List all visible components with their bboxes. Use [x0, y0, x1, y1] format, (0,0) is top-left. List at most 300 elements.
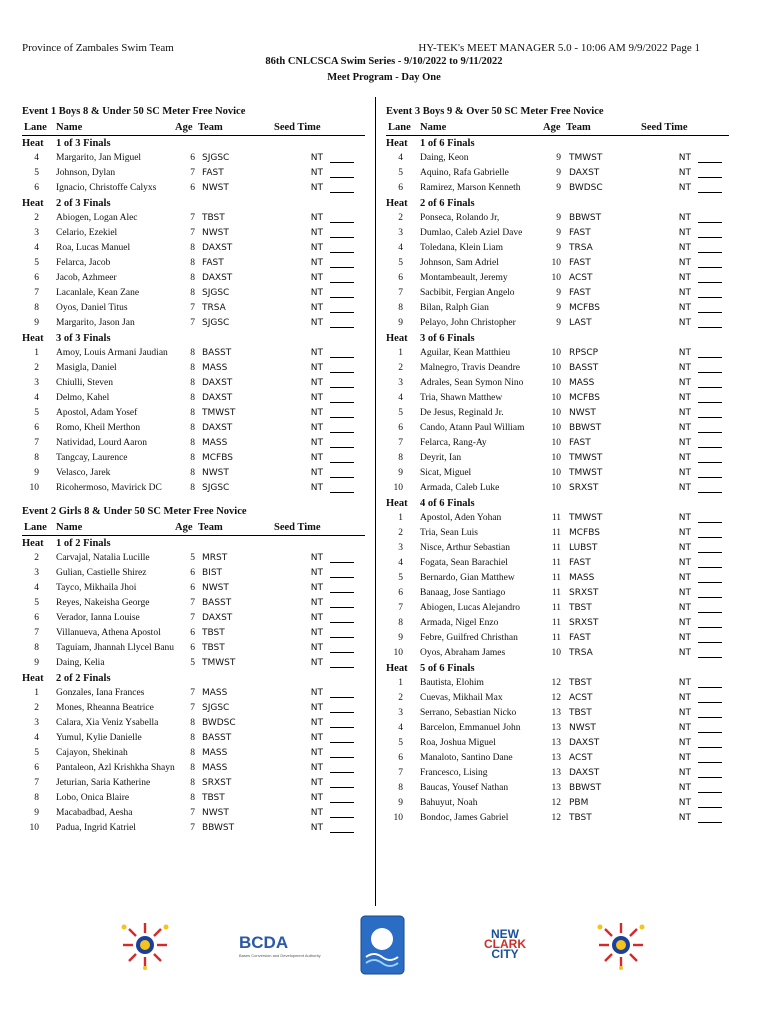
team-code: BASST	[202, 598, 232, 608]
swimmer-age: 11	[551, 588, 561, 598]
entry-row	[22, 391, 365, 406]
entry-row	[22, 731, 365, 746]
lane-number: 10	[393, 648, 403, 658]
result-blank-line	[698, 642, 722, 643]
result-blank-line	[698, 522, 722, 523]
result-blank-line	[698, 162, 722, 163]
swimmer-name: Romo, Kheil Merthon	[56, 423, 141, 433]
team-code: MASS	[569, 378, 595, 388]
entry-row	[386, 721, 729, 736]
column-header	[22, 522, 365, 536]
lane-number: 4	[34, 733, 39, 743]
result-blank-line	[698, 432, 722, 433]
swimmer-age: 7	[190, 808, 195, 818]
team-code: NWST	[202, 583, 229, 593]
entry-row	[386, 781, 729, 796]
entry-row	[386, 541, 729, 556]
heat-header	[22, 136, 365, 151]
team-code: FAST	[569, 288, 591, 298]
swimmer-age: 10	[551, 348, 561, 358]
swimmer-age: 10	[551, 468, 561, 478]
heat-label: Heat	[386, 498, 408, 509]
swimmer-name: Villanueva, Athena Apostol	[56, 628, 161, 638]
entry-row	[22, 686, 365, 701]
entry-row	[386, 361, 729, 376]
team-code: TRSA	[202, 303, 226, 313]
entry-row	[386, 166, 729, 181]
entry-row	[22, 701, 365, 716]
seed-time: NT	[678, 588, 691, 598]
seed-time: NT	[678, 318, 691, 328]
swimmer-age: 9	[556, 168, 561, 178]
lane-number: 5	[34, 408, 39, 418]
swimmer-name: Felarca, Jacob	[56, 258, 111, 268]
swimmer-age: 8	[190, 733, 195, 743]
entry-row	[386, 406, 729, 421]
lane-number: 6	[34, 273, 39, 283]
team-code: SJGSC	[202, 703, 230, 713]
swimmer-age: 8	[190, 273, 195, 283]
seed-time: NT	[678, 798, 691, 808]
swimmer-age: 7	[190, 213, 195, 223]
series-title: 86th CNLCSCA Swim Series - 9/10/2022 to 9/11/2022	[265, 56, 503, 67]
seed-time: NT	[310, 378, 323, 388]
team-code: SRXST	[569, 588, 599, 598]
sun-emblem-icon	[596, 920, 646, 970]
result-blank-line	[330, 447, 354, 448]
swimmer-age: 8	[190, 468, 195, 478]
swimmer-age: 8	[190, 408, 195, 418]
swimmer-age: 10	[551, 363, 561, 373]
entry-row	[22, 301, 365, 316]
swimmer-name: Bernardo, Gian Matthew	[420, 573, 515, 583]
result-blank-line	[330, 577, 354, 578]
entry-row	[386, 451, 729, 466]
swimmer-name: Ponseca, Rolando Jr,	[420, 213, 500, 223]
entry-row	[22, 286, 365, 301]
swimmer-age: 5	[190, 658, 195, 668]
result-blank-line	[330, 387, 354, 388]
lane-number: 8	[398, 453, 403, 463]
team-code: TMWST	[202, 408, 236, 418]
entry-row	[386, 376, 729, 391]
swimmer-age: 5	[190, 553, 195, 563]
swimmer-age: 10	[551, 453, 561, 463]
lane-number: 9	[398, 468, 403, 478]
swimmer-name: Mones, Rheanna Beatrice	[56, 703, 154, 713]
swimmer-age: 7	[190, 823, 195, 833]
heat-label: Heat	[386, 663, 408, 674]
result-blank-line	[330, 697, 354, 698]
swimmer-age: 8	[190, 423, 195, 433]
age-header: Age	[175, 122, 193, 133]
team-code: TBST	[202, 793, 225, 803]
swimmer-age: 11	[551, 543, 561, 553]
team-code: DAXST	[569, 168, 600, 178]
heat-label: Heat	[386, 198, 408, 209]
swimmer-age: 9	[556, 243, 561, 253]
seed-time: NT	[678, 618, 691, 628]
lane-number: 9	[34, 318, 39, 328]
swimmer-age: 13	[551, 753, 561, 763]
heat-number: 5 of 6 Finals	[420, 663, 475, 674]
event-section	[22, 504, 365, 836]
seed-time: NT	[678, 153, 691, 163]
entry-row	[22, 481, 365, 496]
lane-header: Lane	[388, 122, 411, 133]
result-blank-line	[330, 712, 354, 713]
entry-row	[386, 751, 729, 766]
result-blank-line	[698, 192, 722, 193]
seed-time-header: Seed Time	[274, 522, 321, 533]
team-code: FAST	[569, 558, 591, 568]
swimmer-name: Lacanlale, Kean Zane	[56, 288, 140, 298]
entry-row	[22, 791, 365, 806]
swimmer-age: 13	[551, 768, 561, 778]
result-blank-line	[698, 267, 722, 268]
team-code: FAST	[569, 258, 591, 268]
result-blank-line	[330, 222, 354, 223]
swimmer-age: 10	[551, 258, 561, 268]
swimmer-name: Abiogen, Logan Alec	[56, 213, 138, 223]
result-blank-line	[698, 417, 722, 418]
result-blank-line	[698, 297, 722, 298]
column-header	[386, 122, 729, 136]
swimmer-age: 7	[190, 703, 195, 713]
team-code: FAST	[202, 258, 224, 268]
result-blank-line	[698, 657, 722, 658]
entry-row	[22, 211, 365, 226]
seed-time: NT	[678, 693, 691, 703]
lane-number: 8	[398, 783, 403, 793]
lane-number: 10	[393, 813, 403, 823]
swimmer-age: 10	[551, 423, 561, 433]
swimmer-name: Felarca, Rang-Ay	[420, 438, 487, 448]
result-blank-line	[698, 777, 722, 778]
swimmer-age: 11	[551, 618, 561, 628]
entry-row	[386, 466, 729, 481]
swimmer-age: 6	[190, 568, 195, 578]
entry-row	[386, 241, 729, 256]
lane-number: 10	[29, 823, 39, 833]
swimmer-name: De Jesus, Reginald Jr.	[420, 408, 504, 418]
swimmer-name: Gonzales, Iana Frances	[56, 688, 145, 698]
column-header	[22, 122, 365, 136]
lane-number: 5	[398, 573, 403, 583]
entry-row	[22, 241, 365, 256]
swimmer-age: 7	[190, 598, 195, 608]
result-blank-line	[698, 807, 722, 808]
team-code: SRXST	[202, 778, 232, 788]
result-blank-line	[330, 592, 354, 593]
seed-time: NT	[310, 423, 323, 433]
swimmer-name: Cajayon, Shekinah	[56, 748, 128, 758]
heat-label: Heat	[22, 333, 44, 344]
result-blank-line	[330, 772, 354, 773]
swimmer-age: 8	[190, 483, 195, 493]
swimmer-age: 6	[190, 153, 195, 163]
seed-time: NT	[678, 528, 691, 538]
seed-time: NT	[310, 688, 323, 698]
swimmer-age: 13	[551, 708, 561, 718]
lane-number: 6	[398, 183, 403, 193]
result-blank-line	[698, 492, 722, 493]
seed-time: NT	[310, 258, 323, 268]
swimmer-age: 9	[556, 183, 561, 193]
swimmer-name: Montambeault, Jeremy	[420, 273, 508, 283]
result-blank-line	[330, 802, 354, 803]
team-code: TBST	[202, 213, 225, 223]
swimmer-name: Verador, Ianna Louise	[56, 613, 140, 623]
lane-number: 9	[34, 468, 39, 478]
team-code: NWST	[202, 468, 229, 478]
entry-row	[386, 436, 729, 451]
entry-row	[22, 346, 365, 361]
entry-row	[386, 286, 729, 301]
swimmer-name: Jacob, Azhmeer	[56, 273, 117, 283]
team-code: DAXST	[569, 738, 600, 748]
heat-label: Heat	[386, 138, 408, 149]
swimmer-age: 13	[551, 783, 561, 793]
team-code: FAST	[202, 168, 224, 178]
seed-time: NT	[310, 288, 323, 298]
result-blank-line	[330, 372, 354, 373]
swimmer-name: Velasco, Jarek	[56, 468, 111, 478]
lane-number: 5	[34, 748, 39, 758]
swimmer-age: 6	[190, 183, 195, 193]
team-name: Province of Zambales Swim Team	[22, 42, 174, 54]
entry-row	[386, 676, 729, 691]
swimmer-age: 8	[190, 348, 195, 358]
swimmer-name: Pantaleon, Azl Krishkha Shayn	[56, 763, 175, 773]
heat-label: Heat	[22, 138, 44, 149]
result-blank-line	[698, 402, 722, 403]
seed-time: NT	[678, 273, 691, 283]
seed-time: NT	[310, 613, 323, 623]
team-code: BBWST	[569, 783, 602, 793]
team-code: FAST	[569, 228, 591, 238]
team-code: SJGSC	[202, 318, 230, 328]
entry-row	[22, 271, 365, 286]
entry-row	[22, 256, 365, 271]
swimmer-name: Febre, Guilfred Christhan	[420, 633, 518, 643]
result-blank-line	[698, 597, 722, 598]
seed-time: NT	[678, 258, 691, 268]
result-blank-line	[698, 567, 722, 568]
entry-row	[22, 641, 365, 656]
swimmer-name: Apostol, Adam Yosef	[56, 408, 138, 418]
swimmer-age: 13	[551, 738, 561, 748]
team-code: TBST	[202, 628, 225, 638]
seed-time: NT	[678, 768, 691, 778]
result-blank-line	[698, 627, 722, 628]
swimmer-name: Tria, Sean Luis	[420, 528, 478, 538]
swimmer-name: Padua, Ingrid Katriel	[56, 823, 136, 833]
lane-number: 8	[34, 453, 39, 463]
lane-number: 7	[398, 768, 403, 778]
seed-time: NT	[678, 783, 691, 793]
lane-number: 4	[34, 393, 39, 403]
result-blank-line	[330, 252, 354, 253]
swimmer-name: Tayco, Mikhaila Jhoi	[56, 583, 137, 593]
lane-header: Lane	[24, 122, 47, 133]
lane-number: 4	[398, 723, 403, 733]
team-code: NWST	[202, 808, 229, 818]
entry-row	[386, 511, 729, 526]
entry-row	[22, 181, 365, 196]
lane-number: 8	[398, 303, 403, 313]
heat-number: 3 of 6 Finals	[420, 333, 475, 344]
entry-row	[386, 556, 729, 571]
seed-time: NT	[678, 558, 691, 568]
lane-number: 2	[34, 553, 39, 563]
seed-time: NT	[678, 408, 691, 418]
lane-number: 2	[398, 693, 403, 703]
entry-row	[22, 361, 365, 376]
entry-row	[386, 736, 729, 751]
team-code: DAXST	[202, 243, 233, 253]
swimmer-name: Adrales, Sean Symon Nino	[420, 378, 524, 388]
entry-row	[22, 761, 365, 776]
heat-number: 2 of 2 Finals	[56, 673, 111, 684]
seed-time: NT	[678, 648, 691, 658]
result-blank-line	[698, 282, 722, 283]
team-header: Team	[198, 122, 223, 133]
lane-number: 2	[398, 528, 403, 538]
lane-number: 8	[34, 643, 39, 653]
entry-row	[22, 451, 365, 466]
seed-time: NT	[678, 288, 691, 298]
lane-number: 3	[398, 708, 403, 718]
team-code: FAST	[569, 633, 591, 643]
left-column	[22, 104, 365, 836]
seed-time: NT	[310, 718, 323, 728]
lane-number: 3	[34, 228, 39, 238]
swimmer-name: Cuevas, Mikhail Max	[420, 693, 503, 703]
result-blank-line	[698, 537, 722, 538]
lane-number: 6	[398, 753, 403, 763]
event-title: Event 3 Boys 9 & Over 50 SC Meter Free Novice	[386, 106, 604, 117]
result-blank-line	[330, 492, 354, 493]
lane-number: 7	[34, 778, 39, 788]
swimmer-name: Nisce, Arthur Sebastian	[420, 543, 510, 553]
seed-time: NT	[310, 598, 323, 608]
swimmer-name: Bahuyut, Noah	[420, 798, 478, 808]
entry-row	[386, 796, 729, 811]
entry-row	[386, 151, 729, 166]
seed-time: NT	[310, 153, 323, 163]
seed-time: NT	[310, 568, 323, 578]
lane-number: 4	[398, 243, 403, 253]
team-code: BBWST	[569, 423, 602, 433]
result-blank-line	[698, 252, 722, 253]
software-info: HY-TEK's MEET MANAGER 5.0 - 10:06 AM 9/9/2022 Page 1	[418, 42, 700, 54]
team-header: Team	[198, 522, 223, 533]
swimmer-age: 9	[556, 288, 561, 298]
seed-time: NT	[310, 468, 323, 478]
heat-label: Heat	[22, 673, 44, 684]
lane-number: 1	[34, 348, 39, 358]
seed-time: NT	[310, 408, 323, 418]
swimmer-age: 11	[551, 528, 561, 538]
lane-number: 3	[398, 543, 403, 553]
result-blank-line	[330, 727, 354, 728]
result-blank-line	[330, 562, 354, 563]
entry-row	[386, 586, 729, 601]
seed-time: NT	[678, 393, 691, 403]
team-code: MASS	[202, 748, 228, 758]
swimmer-age: 10	[551, 408, 561, 418]
seed-time: NT	[678, 453, 691, 463]
team-code: MCFBS	[202, 453, 233, 463]
bcda-logo: BCDA Bases Conversion and Development Authority	[239, 933, 321, 958]
lane-header: Lane	[24, 522, 47, 533]
swimmer-name: Margarito, Jason Jan	[56, 318, 135, 328]
seed-time: NT	[310, 168, 323, 178]
team-code: DAXST	[202, 378, 233, 388]
lane-number: 8	[34, 303, 39, 313]
entry-row	[22, 566, 365, 581]
seed-time: NT	[310, 483, 323, 493]
swimmer-name: Serrano, Sebastian Nicko	[420, 708, 517, 718]
seed-time: NT	[310, 438, 323, 448]
lane-number: 3	[34, 378, 39, 388]
entry-row	[386, 691, 729, 706]
swimmer-age: 8	[190, 453, 195, 463]
lane-number: 9	[34, 658, 39, 668]
seed-time: NT	[310, 213, 323, 223]
result-blank-line	[698, 747, 722, 748]
lane-number: 2	[398, 213, 403, 223]
team-code: ACST	[569, 273, 593, 283]
seed-time: NT	[310, 303, 323, 313]
swimmer-age: 9	[556, 228, 561, 238]
team-code: MCFBS	[569, 303, 600, 313]
result-blank-line	[330, 267, 354, 268]
team-code: MCFBS	[569, 393, 600, 403]
seed-time: NT	[310, 643, 323, 653]
swimmer-age: 7	[190, 688, 195, 698]
heat-number: 2 of 6 Finals	[420, 198, 475, 209]
swimmer-name: Bautista, Elohim	[420, 678, 484, 688]
team-code: MASS	[202, 763, 228, 773]
lane-number: 9	[398, 633, 403, 643]
swimmer-name: Deyrit, Ian	[420, 453, 462, 463]
result-blank-line	[330, 637, 354, 638]
result-blank-line	[698, 462, 722, 463]
swimmer-age: 13	[551, 723, 561, 733]
heat-header	[22, 196, 365, 211]
swimmer-age: 8	[190, 288, 195, 298]
heat-header	[386, 136, 729, 151]
lane-number: 6	[398, 588, 403, 598]
entry-row	[386, 526, 729, 541]
lane-number: 10	[29, 483, 39, 493]
team-code: DAXST	[202, 393, 233, 403]
result-blank-line	[330, 607, 354, 608]
event-title: Event 1 Boys 8 & Under 50 SC Meter Free Novice	[22, 106, 246, 117]
swimmer-name: Toledana, Klein Liam	[420, 243, 503, 253]
seed-time: NT	[310, 703, 323, 713]
swimmer-name: Dumlao, Caleb Aziel Dave	[420, 228, 523, 238]
seed-time: NT	[310, 318, 323, 328]
result-blank-line	[330, 162, 354, 163]
seed-time: NT	[678, 678, 691, 688]
seed-time: NT	[678, 738, 691, 748]
seed-time: NT	[310, 183, 323, 193]
event-section	[386, 104, 729, 826]
seed-time: NT	[678, 468, 691, 478]
